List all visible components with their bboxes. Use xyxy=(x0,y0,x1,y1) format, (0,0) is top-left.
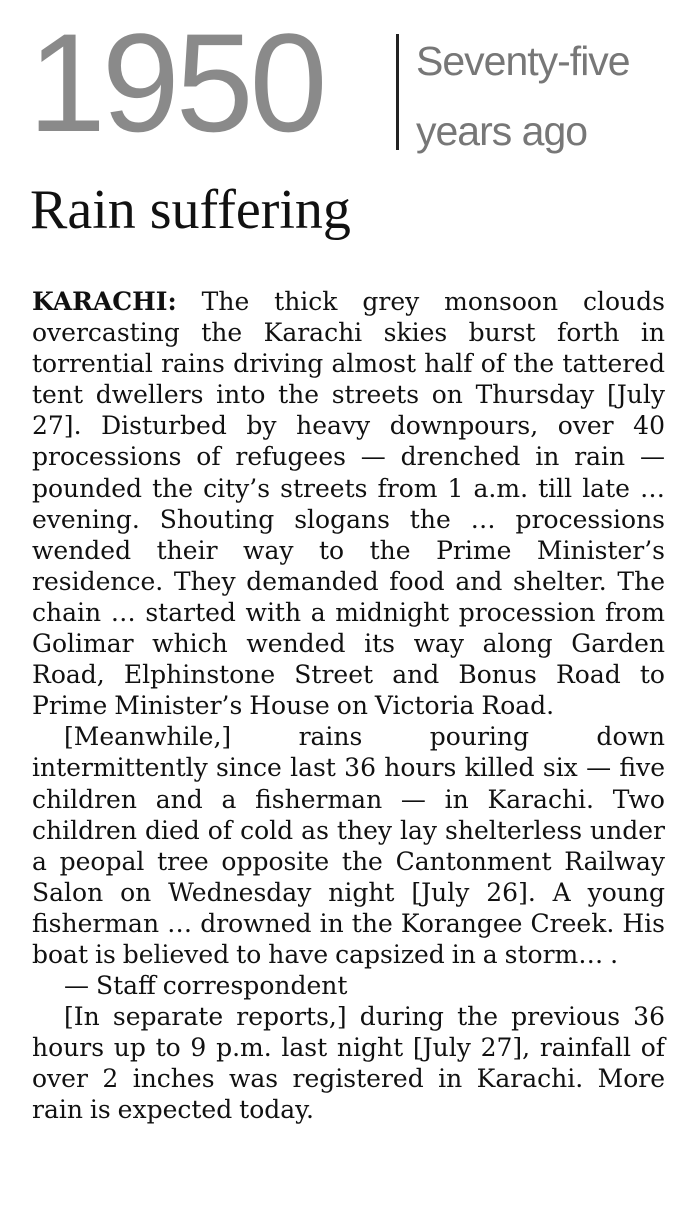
article-paragraph-3: [In separate reports,] during the previous 36 hours up to 9 p.m. last night [July 27], rainfall of over 2 inches was registered in Karachi. More rain is expected today. xyxy=(32,1002,665,1125)
article-signoff: — Staff correspondent xyxy=(64,971,348,1001)
article-paragraph-1 xyxy=(32,286,665,721)
masthead-subtitle xyxy=(416,26,630,166)
article-dateline: KARACHI: xyxy=(32,287,177,316)
article-body xyxy=(32,286,665,1126)
article-paragraph-1-text: The thick grey monsoon clouds overcasting the Karachi skies burst forth in torrential rains driving almost half of the tattered tent dwellers into the streets on Thursday [July 27]. Disturbed by heavy downpours, over 40 processions of refugees — drenched in rain — pounded the city’s streets from 1 a.m. till late … evening. Shouting slogans the … processions wended their way to the Prime Minister’s residence. They demanded food and shelter. The chain … started with a midnight procession from Golimar which wended its way along Garden Road, Elphinstone Street and Bonus Road to Prime Minister’s House on Victoria Road. xyxy=(32,287,665,721)
masthead-year: 1950 xyxy=(28,4,324,161)
masthead xyxy=(28,4,678,161)
article-paragraph-2-text: [Meanwhile,] rains pouring down intermittently since last 36 hours killed six — five children and a fisherman — in Karachi. Two children died of cold as they lay shelterless under a peopal tree opposite the Cantonment Railway Salon on Wednesday night [July 26]. A young fisherman … drowned in the Korangee Creek. His boat is believed to have capsized in a storm… . xyxy=(32,722,665,969)
article-paragraph-2 xyxy=(32,721,665,1001)
article-headline: Rain suffering xyxy=(30,179,351,241)
masthead-subtitle-line1: Seventy-five xyxy=(416,38,630,84)
masthead-subtitle-line2: years ago xyxy=(416,108,588,154)
masthead-divider xyxy=(396,34,399,150)
